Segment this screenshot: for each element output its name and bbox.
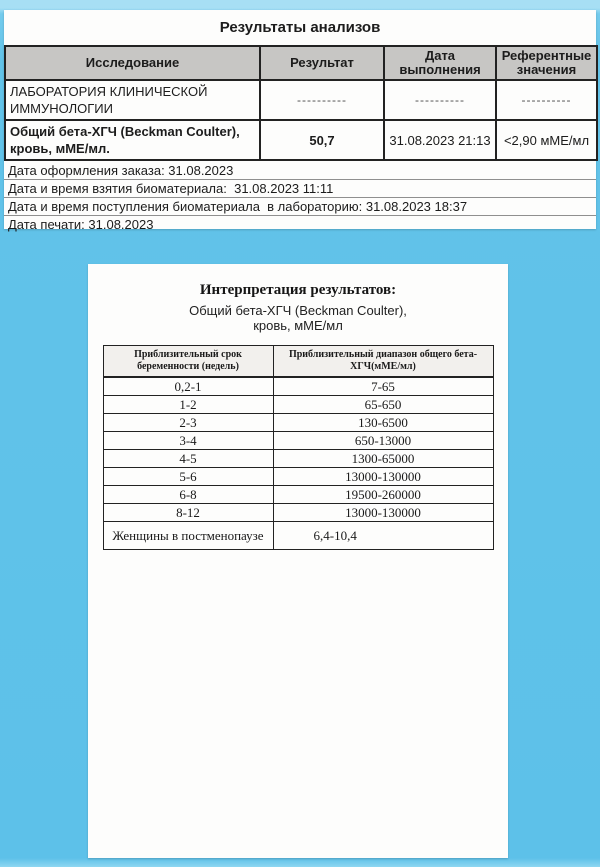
col-header-result: Результат <box>260 46 384 80</box>
range-row <box>103 396 493 414</box>
cell-weeks: Женщины в постменопаузе <box>103 522 273 550</box>
range-row <box>103 414 493 432</box>
biomaterial-received-line: Дата и время поступления биоматериала в лабораторию: 31.08.2023 18:37 <box>4 198 596 216</box>
range-row <box>103 504 493 522</box>
cell-study-hcg: Общий бета-ХГЧ (Beckman Coulter), кровь, мМЕ/мл. <box>5 120 260 160</box>
cell-weeks: 5-6 <box>103 468 273 486</box>
interpretation-subtitle-line1: Общий бета-ХГЧ (Beckman Coulter), <box>189 303 407 318</box>
results-table-header <box>5 46 597 80</box>
table-row-hcg-result <box>5 120 597 160</box>
cell-range: 19500-260000 <box>273 486 493 504</box>
cell-reference-value: <2,90 мМЕ/мл <box>496 120 597 160</box>
cell-range: 6,4-10,4 <box>273 522 493 550</box>
cell-weeks: 4-5 <box>103 450 273 468</box>
interpretation-subtitle-line2: кровь, мМЕ/мл <box>253 318 343 333</box>
cell-range: 130-6500 <box>273 414 493 432</box>
print-date-line: Дата печати: 31.08.2023 <box>8 217 154 232</box>
table-row-laboratory <box>5 80 597 120</box>
col-header-date: Дата выполнения <box>384 46 496 80</box>
cell-weeks: 2-3 <box>103 414 273 432</box>
range-row <box>103 468 493 486</box>
col-header-study: Исследование <box>5 46 260 80</box>
range-row <box>103 450 493 468</box>
range-row <box>103 377 493 396</box>
cell-weeks: 0,2-1 <box>103 377 273 396</box>
interpretation-subtitle <box>88 303 508 333</box>
cell-study-laboratory: ЛАБОРАТОРИЯ КЛИНИЧЕСКОЙ ИММУНОЛОГИИ <box>5 80 260 120</box>
interpretation-header-row <box>103 346 493 378</box>
col-header-gestation-weeks: Приблизительный срок беременности (недель) <box>103 346 273 378</box>
order-date-line: Дата оформления заказа: 31.08.2023 <box>4 162 596 180</box>
cell-range: 650-13000 <box>273 432 493 450</box>
interpretation-panel <box>88 264 508 858</box>
cell-reference-empty: ---------- <box>496 80 597 120</box>
col-header-hcg-range: Приблизительный диапазон общего бета-ХГЧ(мМЕ/мл) <box>273 346 493 378</box>
range-row-postmenopause <box>103 522 493 550</box>
range-row <box>103 486 493 504</box>
order-dates-block <box>4 161 596 234</box>
cell-result-value: 50,7 <box>260 120 384 160</box>
cell-result-empty: ---------- <box>260 80 384 120</box>
results-panel <box>4 10 596 232</box>
cell-range: 13000-130000 <box>273 468 493 486</box>
cell-range: 1300-65000 <box>273 450 493 468</box>
cell-range: 13000-130000 <box>273 504 493 522</box>
cell-date-value: 31.08.2023 21:13 <box>384 120 496 160</box>
interpretation-table-header <box>103 346 493 378</box>
range-row <box>103 432 493 450</box>
cell-date-empty: ---------- <box>384 80 496 120</box>
cell-range: 65-650 <box>273 396 493 414</box>
biomaterial-taken-line: Дата и время взятия биоматериала: 31.08.2023 11:11 <box>4 180 596 198</box>
col-header-reference: Референтные значения <box>496 46 597 80</box>
results-table <box>4 45 598 161</box>
page-title: Результаты анализов <box>219 19 381 36</box>
cell-weeks: 6-8 <box>103 486 273 504</box>
cell-weeks: 8-12 <box>103 504 273 522</box>
interpretation-table <box>103 345 494 550</box>
cell-weeks: 1-2 <box>103 396 273 414</box>
cell-range: 7-65 <box>273 377 493 396</box>
interpretation-title: Интерпретация результатов: <box>199 282 397 298</box>
results-header-row <box>5 46 597 80</box>
cell-weeks: 3-4 <box>103 432 273 450</box>
